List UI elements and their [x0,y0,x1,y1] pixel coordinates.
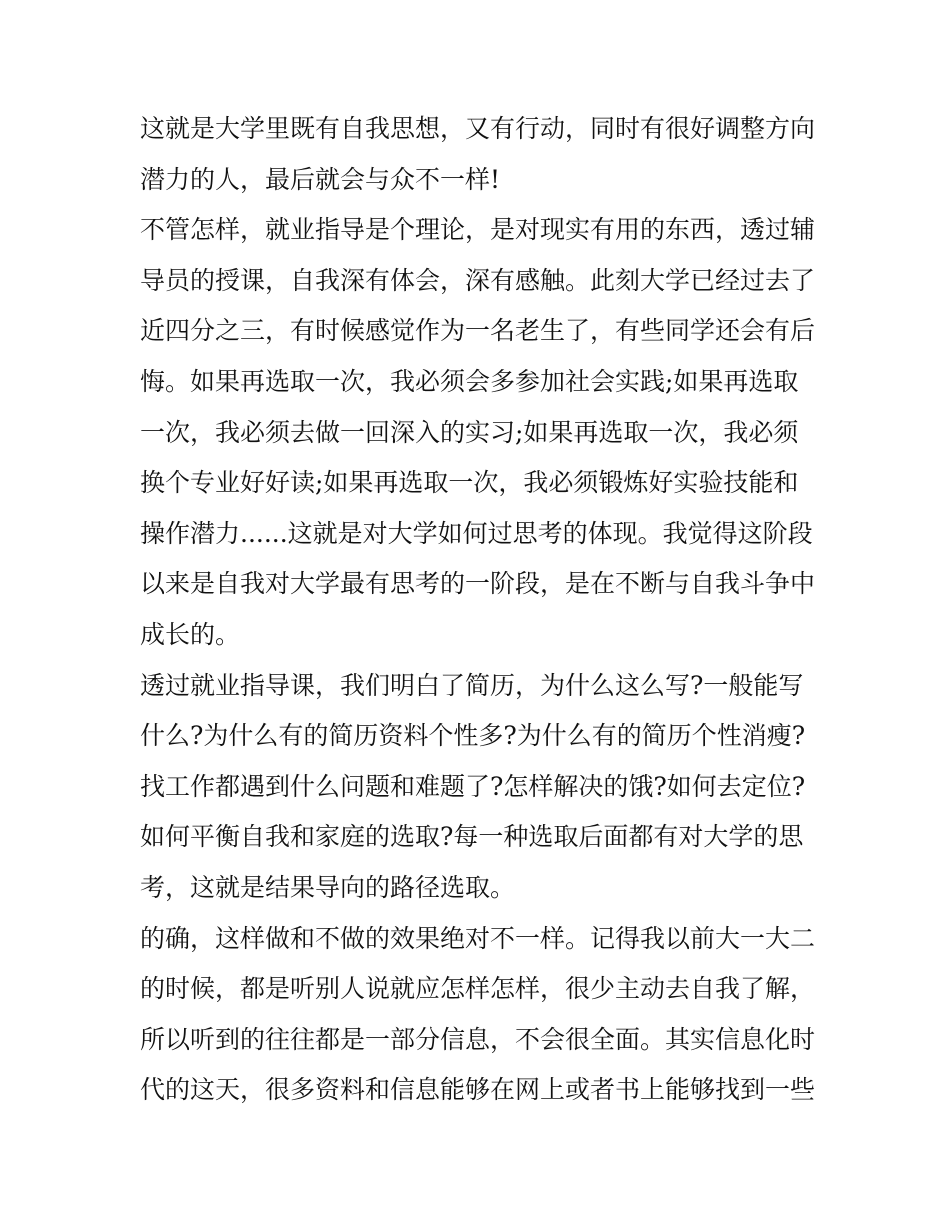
text-line: 如何平衡自我和家庭的选取?每一种选取后面都有对大学的思 [140,822,804,852]
text-line: 考，这就是结果导向的路径选取。 [140,872,516,902]
text-line: 所以听到的往往都是一部分信息，不会很全面。其实信息化时 [140,1024,816,1054]
text-line: 导员的授课，自我深有体会，深有感触。此刻大学已经过去了 [140,265,816,295]
text-line: 什么?为什么有的简历资料个性多?为什么有的简历个性消瘦? [140,721,806,751]
text-line: 悔。如果再选取一次，我必须会多参加社会实践;如果再选取 [140,366,799,396]
text-line: 换个专业好好读;如果再选取一次，我必须锻炼好实验技能和 [140,468,799,498]
text-line: 这就是大学里既有自我思想，又有行动，同时有很好调整方向 [140,114,816,143]
text-line: 潜力的人，最后就会与众不一样! [140,164,501,194]
text-line: 近四分之三，有时候感觉作为一名老生了，有些同学还会有后 [140,316,816,346]
text-line: 找工作都遇到什么问题和难题了?怎样解决的饿?如何去定位? [140,771,806,801]
document-body [140,104,820,1116]
text-line: 的确，这样做和不做的效果绝对不一样。记得我以前大一大二 [140,923,816,953]
text-line: 成长的。 [140,619,241,649]
text-line: 以来是自我对大学最有思考的一阶段，是在不断与自我斗争中 [140,569,816,599]
text-line: 不管怎样，就业指导是个理论，是对现实有用的东西，透过辅 [140,215,816,245]
text-line: 代的这天，很多资料和信息能够在网上或者书上能够找到一些 [140,1075,816,1105]
text-line: 透过就业指导课，我们明白了简历，为什么这么写?一般能写 [140,670,804,700]
text-line: 一次，我必须去做一回深入的实习;如果再选取一次，我必须 [140,417,799,447]
text-line: 操作潜力......这就是对大学如何过思考的体现。我觉得这阶段 [140,518,813,548]
text-line: 的时候，都是听别人说就应怎样怎样，很少主动去自我了解， [140,974,816,1004]
